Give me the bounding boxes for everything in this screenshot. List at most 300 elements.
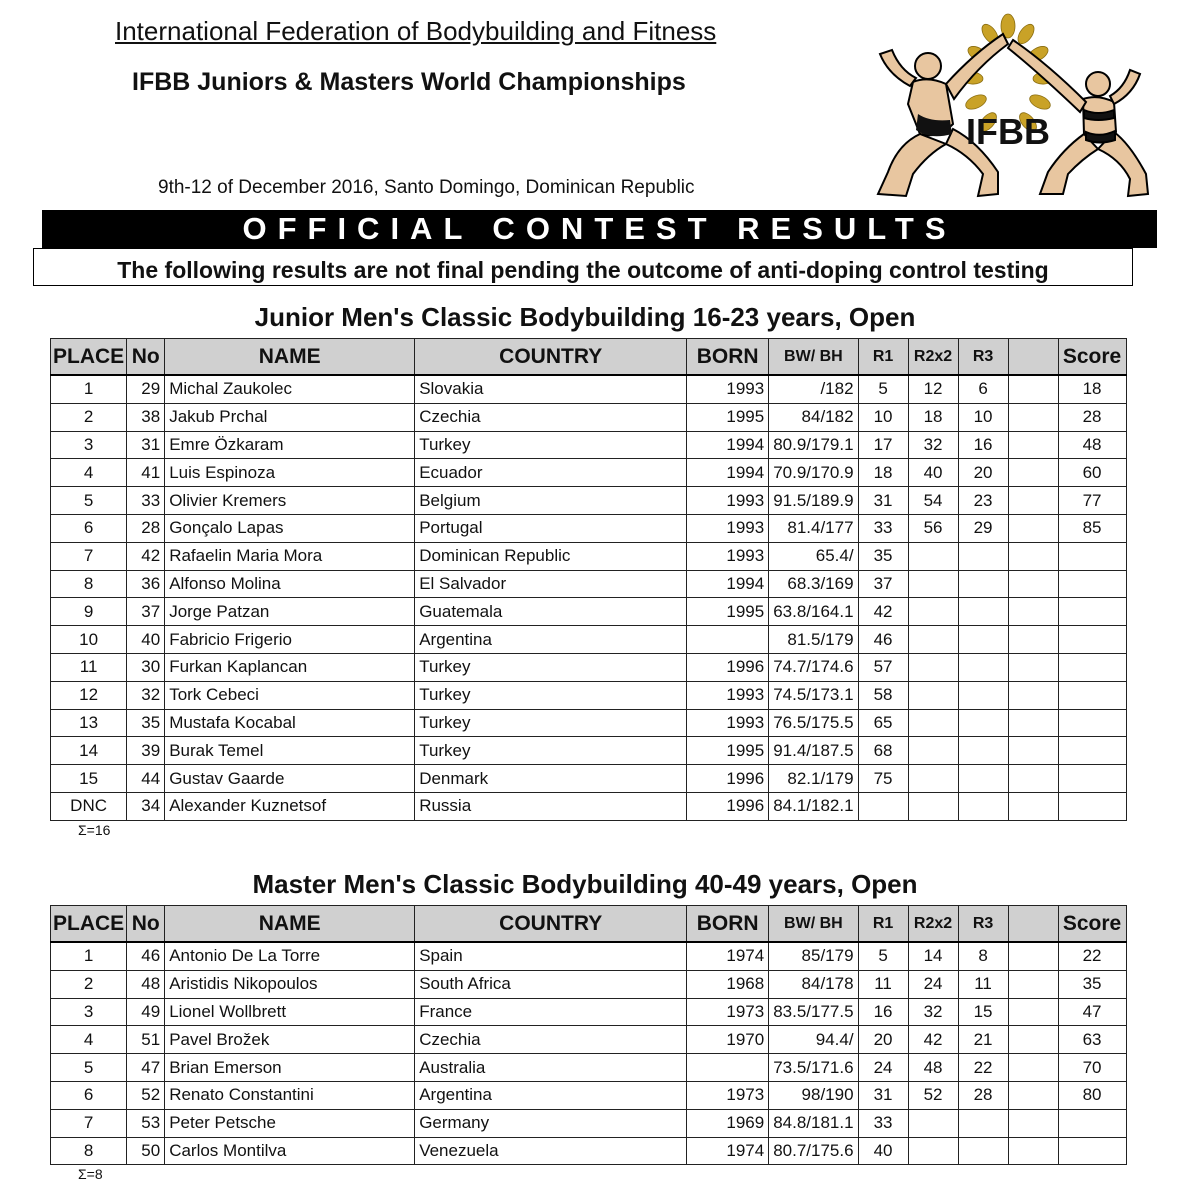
cell-r1: 75 (858, 765, 908, 793)
cell-blank (1008, 403, 1058, 431)
cell-r1: 40 (858, 1137, 908, 1165)
cell-name: Antonio De La Torre (165, 942, 415, 970)
cell-number: 50 (127, 1137, 165, 1165)
cell-place: 15 (51, 765, 127, 793)
column-header-bw-bh: BW/ BH (769, 339, 858, 376)
cell-country: Argentina (415, 626, 687, 654)
column-header-name: NAME (165, 339, 415, 376)
cell-blank (1008, 514, 1058, 542)
cell-name: Michal Zaukolec (165, 375, 415, 403)
results-table-master (50, 905, 1127, 1165)
cell-score: 80 (1058, 1081, 1126, 1109)
cell-r2x2 (908, 542, 958, 570)
cell-r3: 29 (958, 514, 1008, 542)
competitor-count-master: Σ=8 (78, 1166, 103, 1182)
cell-number: 52 (127, 1081, 165, 1109)
cell-r1: 35 (858, 542, 908, 570)
cell-score (1058, 598, 1126, 626)
cell-r3 (958, 626, 1008, 654)
cell-born: 1996 (687, 792, 769, 820)
cell-born: 1968 (687, 970, 769, 998)
cell-name: Furkan Kaplancan (165, 653, 415, 681)
cell-born: 1993 (687, 709, 769, 737)
cell-r2x2: 32 (908, 431, 958, 459)
column-header-number: No (127, 906, 165, 943)
cell-r2x2 (908, 653, 958, 681)
cell-name: Jorge Patzan (165, 598, 415, 626)
cell-bw-bh: 80.7/175.6 (769, 1137, 858, 1165)
cell-r1: 31 (858, 487, 908, 515)
table-row (51, 375, 1127, 403)
cell-name: Luis Espinoza (165, 459, 415, 487)
column-header-r2x2: R2x2 (908, 339, 958, 376)
cell-place: 14 (51, 737, 127, 765)
cell-bw-bh: 84.1/182.1 (769, 792, 858, 820)
cell-r3 (958, 653, 1008, 681)
cell-bw-bh: 70.9/170.9 (769, 459, 858, 487)
cell-score: 22 (1058, 942, 1126, 970)
cell-bw-bh: 65.4/ (769, 542, 858, 570)
cell-r3 (958, 765, 1008, 793)
cell-r2x2: 12 (908, 375, 958, 403)
cell-country: France (415, 998, 687, 1026)
cell-r2x2: 48 (908, 1054, 958, 1082)
column-header-r2x2: R2x2 (908, 906, 958, 943)
cell-r1: 37 (858, 570, 908, 598)
table-row (51, 570, 1127, 598)
header-row (51, 906, 1127, 943)
column-header-blank (1008, 339, 1058, 376)
cell-blank (1008, 375, 1058, 403)
cell-r3 (958, 792, 1008, 820)
cell-blank (1008, 487, 1058, 515)
cell-place: 7 (51, 542, 127, 570)
header-row (51, 339, 1127, 376)
cell-r1: 42 (858, 598, 908, 626)
cell-r2x2: 54 (908, 487, 958, 515)
cell-r3 (958, 598, 1008, 626)
table-row (51, 709, 1127, 737)
cell-blank (1008, 1026, 1058, 1054)
cell-country: Belgium (415, 487, 687, 515)
cell-number: 49 (127, 998, 165, 1026)
cell-number: 35 (127, 709, 165, 737)
cell-place: 13 (51, 709, 127, 737)
cell-place: 12 (51, 681, 127, 709)
cell-number: 51 (127, 1026, 165, 1054)
cell-score (1058, 626, 1126, 654)
cell-number: 30 (127, 653, 165, 681)
event-dates: 9th-12 of December 2016, Santo Domingo, Dominican Republic (158, 177, 695, 198)
cell-r1: 17 (858, 431, 908, 459)
cell-country: Czechia (415, 1026, 687, 1054)
cell-place: 6 (51, 1081, 127, 1109)
table-row (51, 598, 1127, 626)
cell-country: Guatemala (415, 598, 687, 626)
cell-country: Turkey (415, 681, 687, 709)
table-row (51, 487, 1127, 515)
official-results-banner: OFFICIAL CONTEST RESULTS (42, 210, 1157, 248)
cell-name: Brian Emerson (165, 1054, 415, 1082)
cell-place: 5 (51, 1054, 127, 1082)
cell-r3: 21 (958, 1026, 1008, 1054)
cell-born: 1994 (687, 570, 769, 598)
cell-number: 47 (127, 1054, 165, 1082)
cell-number: 46 (127, 942, 165, 970)
cell-bw-bh: 82.1/179 (769, 765, 858, 793)
cell-country: Argentina (415, 1081, 687, 1109)
cell-r3: 11 (958, 970, 1008, 998)
section-title-junior: Junior Men's Classic Bodybuilding 16-23 years, Open (254, 302, 916, 332)
table-row (51, 431, 1127, 459)
cell-place: 9 (51, 598, 127, 626)
table-row (51, 737, 1127, 765)
cell-number: 33 (127, 487, 165, 515)
cell-blank (1008, 626, 1058, 654)
cell-score: 60 (1058, 459, 1126, 487)
cell-born (687, 1054, 769, 1082)
cell-number: 37 (127, 598, 165, 626)
cell-country: South Africa (415, 970, 687, 998)
cell-number: 41 (127, 459, 165, 487)
cell-number: 28 (127, 514, 165, 542)
cell-r2x2 (908, 792, 958, 820)
table-row (51, 459, 1127, 487)
cell-name: Peter Petsche (165, 1109, 415, 1137)
cell-place: DNC (51, 792, 127, 820)
cell-r3: 16 (958, 431, 1008, 459)
cell-r2x2 (908, 737, 958, 765)
cell-name: Gustav Gaarde (165, 765, 415, 793)
cell-r1: 24 (858, 1054, 908, 1082)
cell-r1: 20 (858, 1026, 908, 1054)
anti-doping-notice: The following results are not final pending the outcome of anti-doping control testing (33, 248, 1133, 286)
cell-name: Pavel Brožek (165, 1026, 415, 1054)
cell-score (1058, 570, 1126, 598)
cell-born: 1970 (687, 1026, 769, 1054)
cell-name: Gonçalo Lapas (165, 514, 415, 542)
cell-number: 53 (127, 1109, 165, 1137)
cell-r2x2: 42 (908, 1026, 958, 1054)
cell-place: 7 (51, 1109, 127, 1137)
table-row (51, 1054, 1127, 1082)
cell-number: 40 (127, 626, 165, 654)
cell-r1: 33 (858, 1109, 908, 1137)
cell-bw-bh: 83.5/177.5 (769, 998, 858, 1026)
cell-r3: 15 (958, 998, 1008, 1026)
cell-born: 1994 (687, 459, 769, 487)
cell-number: 36 (127, 570, 165, 598)
cell-born: 1993 (687, 681, 769, 709)
cell-r3 (958, 709, 1008, 737)
column-header-r1: R1 (858, 339, 908, 376)
cell-r2x2: 14 (908, 942, 958, 970)
cell-country: Denmark (415, 765, 687, 793)
cell-blank (1008, 598, 1058, 626)
cell-number: 48 (127, 970, 165, 998)
cell-country: Germany (415, 1109, 687, 1137)
cell-born: 1993 (687, 514, 769, 542)
cell-bw-bh: 63.8/164.1 (769, 598, 858, 626)
cell-bw-bh: 85/179 (769, 942, 858, 970)
cell-born: 1974 (687, 942, 769, 970)
cell-score: 77 (1058, 487, 1126, 515)
section-title-master: Master Men's Classic Bodybuilding 40-49 years, Open (252, 869, 918, 899)
table-row (51, 514, 1127, 542)
cell-country: Czechia (415, 403, 687, 431)
column-header-place: PLACE (51, 339, 127, 376)
cell-r1: 57 (858, 653, 908, 681)
cell-bw-bh: 81.4/177 (769, 514, 858, 542)
column-header-name: NAME (165, 906, 415, 943)
cell-place: 2 (51, 970, 127, 998)
column-header-place: PLACE (51, 906, 127, 943)
cell-bw-bh: 74.5/173.1 (769, 681, 858, 709)
cell-country: Turkey (415, 709, 687, 737)
cell-score (1058, 1137, 1126, 1165)
cell-born: 1995 (687, 598, 769, 626)
cell-place: 6 (51, 514, 127, 542)
table-row (51, 1026, 1127, 1054)
cell-born: 1995 (687, 737, 769, 765)
cell-place: 11 (51, 653, 127, 681)
cell-place: 3 (51, 998, 127, 1026)
table-row (51, 1081, 1127, 1109)
cell-r3 (958, 737, 1008, 765)
cell-r2x2: 56 (908, 514, 958, 542)
cell-born (687, 626, 769, 654)
cell-score (1058, 765, 1126, 793)
cell-r1: 10 (858, 403, 908, 431)
table-row (51, 542, 1127, 570)
cell-name: Tork Cebeci (165, 681, 415, 709)
cell-bw-bh: 91.4/187.5 (769, 737, 858, 765)
column-header-born: BORN (687, 906, 769, 943)
event-title: IFBB Juniors & Masters World Championships (132, 68, 686, 96)
table-row (51, 1109, 1127, 1137)
cell-place: 8 (51, 570, 127, 598)
column-header-r1: R1 (858, 906, 908, 943)
cell-born: 1993 (687, 375, 769, 403)
cell-blank (1008, 765, 1058, 793)
cell-country: Ecuador (415, 459, 687, 487)
cell-bw-bh: 74.7/174.6 (769, 653, 858, 681)
cell-score (1058, 709, 1126, 737)
table-row (51, 765, 1127, 793)
cell-r1: 65 (858, 709, 908, 737)
cell-name: Aristidis Nikopoulos (165, 970, 415, 998)
cell-blank (1008, 681, 1058, 709)
cell-r3 (958, 681, 1008, 709)
cell-born: 1996 (687, 765, 769, 793)
cell-born: 1995 (687, 403, 769, 431)
cell-score (1058, 653, 1126, 681)
cell-bw-bh: 98/190 (769, 1081, 858, 1109)
table-row (51, 1137, 1127, 1165)
cell-r2x2 (908, 598, 958, 626)
cell-r3: 20 (958, 459, 1008, 487)
cell-country: El Salvador (415, 570, 687, 598)
column-header-country: COUNTRY (415, 906, 687, 943)
cell-number: 38 (127, 403, 165, 431)
cell-r1: 58 (858, 681, 908, 709)
cell-blank (1008, 570, 1058, 598)
cell-blank (1008, 737, 1058, 765)
cell-place: 5 (51, 487, 127, 515)
cell-score: 28 (1058, 403, 1126, 431)
cell-score (1058, 681, 1126, 709)
cell-score: 47 (1058, 998, 1126, 1026)
results-table-junior (50, 338, 1127, 821)
column-header-bw-bh: BW/ BH (769, 906, 858, 943)
cell-r1: 46 (858, 626, 908, 654)
table-row (51, 792, 1127, 820)
cell-r3: 8 (958, 942, 1008, 970)
table-row (51, 653, 1127, 681)
cell-score: 63 (1058, 1026, 1126, 1054)
cell-country: Slovakia (415, 375, 687, 403)
cell-place: 4 (51, 1026, 127, 1054)
cell-r1: 5 (858, 375, 908, 403)
cell-born: 1994 (687, 431, 769, 459)
cell-born: 1973 (687, 998, 769, 1026)
cell-r1: 11 (858, 970, 908, 998)
cell-name: Mustafa Kocabal (165, 709, 415, 737)
cell-blank (1008, 459, 1058, 487)
cell-bw-bh: 84/182 (769, 403, 858, 431)
cell-born: 1993 (687, 542, 769, 570)
cell-r1: 68 (858, 737, 908, 765)
cell-country: Portugal (415, 514, 687, 542)
cell-blank (1008, 792, 1058, 820)
cell-country: Venezuela (415, 1137, 687, 1165)
cell-r1: 33 (858, 514, 908, 542)
cell-r2x2: 40 (908, 459, 958, 487)
cell-r1: 31 (858, 1081, 908, 1109)
cell-r1: 5 (858, 942, 908, 970)
cell-country: Dominican Republic (415, 542, 687, 570)
cell-score: 35 (1058, 970, 1126, 998)
cell-name: Alexander Kuznetsof (165, 792, 415, 820)
cell-r1: 16 (858, 998, 908, 1026)
column-header-score: Score (1058, 339, 1126, 376)
cell-blank (1008, 942, 1058, 970)
cell-place: 4 (51, 459, 127, 487)
column-header-r3: R3 (958, 339, 1008, 376)
cell-bw-bh: /182 (769, 375, 858, 403)
column-header-number: No (127, 339, 165, 376)
cell-r2x2 (908, 626, 958, 654)
ifbb-logo (858, 4, 1158, 209)
cell-number: 34 (127, 792, 165, 820)
cell-bw-bh: 94.4/ (769, 1026, 858, 1054)
cell-r3: 23 (958, 487, 1008, 515)
cell-blank (1008, 709, 1058, 737)
table-row (51, 626, 1127, 654)
cell-name: Emre Özkaram (165, 431, 415, 459)
column-header-country: COUNTRY (415, 339, 687, 376)
cell-r1 (858, 792, 908, 820)
cell-place: 8 (51, 1137, 127, 1165)
cell-r3 (958, 542, 1008, 570)
cell-r2x2 (908, 570, 958, 598)
cell-country: Turkey (415, 431, 687, 459)
cell-name: Jakub Prchal (165, 403, 415, 431)
cell-blank (1008, 1054, 1058, 1082)
cell-r2x2: 24 (908, 970, 958, 998)
cell-score (1058, 542, 1126, 570)
cell-place: 1 (51, 942, 127, 970)
cell-bw-bh: 68.3/169 (769, 570, 858, 598)
cell-score: 70 (1058, 1054, 1126, 1082)
cell-place: 1 (51, 375, 127, 403)
column-header-score: Score (1058, 906, 1126, 943)
cell-blank (1008, 1137, 1058, 1165)
cell-born: 1993 (687, 487, 769, 515)
cell-r3: 22 (958, 1054, 1008, 1082)
cell-born: 1974 (687, 1137, 769, 1165)
cell-score: 48 (1058, 431, 1126, 459)
cell-r2x2: 32 (908, 998, 958, 1026)
cell-country: Spain (415, 942, 687, 970)
cell-r2x2: 52 (908, 1081, 958, 1109)
cell-number: 31 (127, 431, 165, 459)
cell-r3 (958, 1137, 1008, 1165)
cell-name: Fabricio Frigerio (165, 626, 415, 654)
cell-country: Russia (415, 792, 687, 820)
cell-r1: 18 (858, 459, 908, 487)
table-row (51, 942, 1127, 970)
cell-born: 1996 (687, 653, 769, 681)
table-row (51, 681, 1127, 709)
cell-name: Rafaelin Maria Mora (165, 542, 415, 570)
cell-number: 42 (127, 542, 165, 570)
federation-name: International Federation of Bodybuilding and Fitness (115, 16, 717, 46)
cell-place: 10 (51, 626, 127, 654)
cell-bw-bh: 81.5/179 (769, 626, 858, 654)
cell-name: Alfonso Molina (165, 570, 415, 598)
cell-r3: 6 (958, 375, 1008, 403)
cell-score (1058, 1109, 1126, 1137)
cell-number: 29 (127, 375, 165, 403)
cell-blank (1008, 542, 1058, 570)
cell-r2x2: 18 (908, 403, 958, 431)
table-row (51, 998, 1127, 1026)
cell-country: Turkey (415, 737, 687, 765)
cell-r3: 28 (958, 1081, 1008, 1109)
cell-r3 (958, 1109, 1008, 1137)
cell-r2x2 (908, 709, 958, 737)
column-header-blank (1008, 906, 1058, 943)
cell-blank (1008, 1081, 1058, 1109)
cell-place: 2 (51, 403, 127, 431)
cell-number: 32 (127, 681, 165, 709)
cell-bw-bh: 73.5/171.6 (769, 1054, 858, 1082)
cell-born: 1973 (687, 1081, 769, 1109)
cell-score (1058, 792, 1126, 820)
cell-score: 18 (1058, 375, 1126, 403)
cell-name: Carlos Montilva (165, 1137, 415, 1165)
competitor-count-junior: Σ=16 (78, 822, 111, 838)
column-header-born: BORN (687, 339, 769, 376)
cell-born: 1969 (687, 1109, 769, 1137)
cell-score (1058, 737, 1126, 765)
cell-place: 3 (51, 431, 127, 459)
cell-country: Turkey (415, 653, 687, 681)
ifbb-logo-text: IFBB (966, 111, 1050, 152)
cell-r3 (958, 570, 1008, 598)
table-row (51, 403, 1127, 431)
